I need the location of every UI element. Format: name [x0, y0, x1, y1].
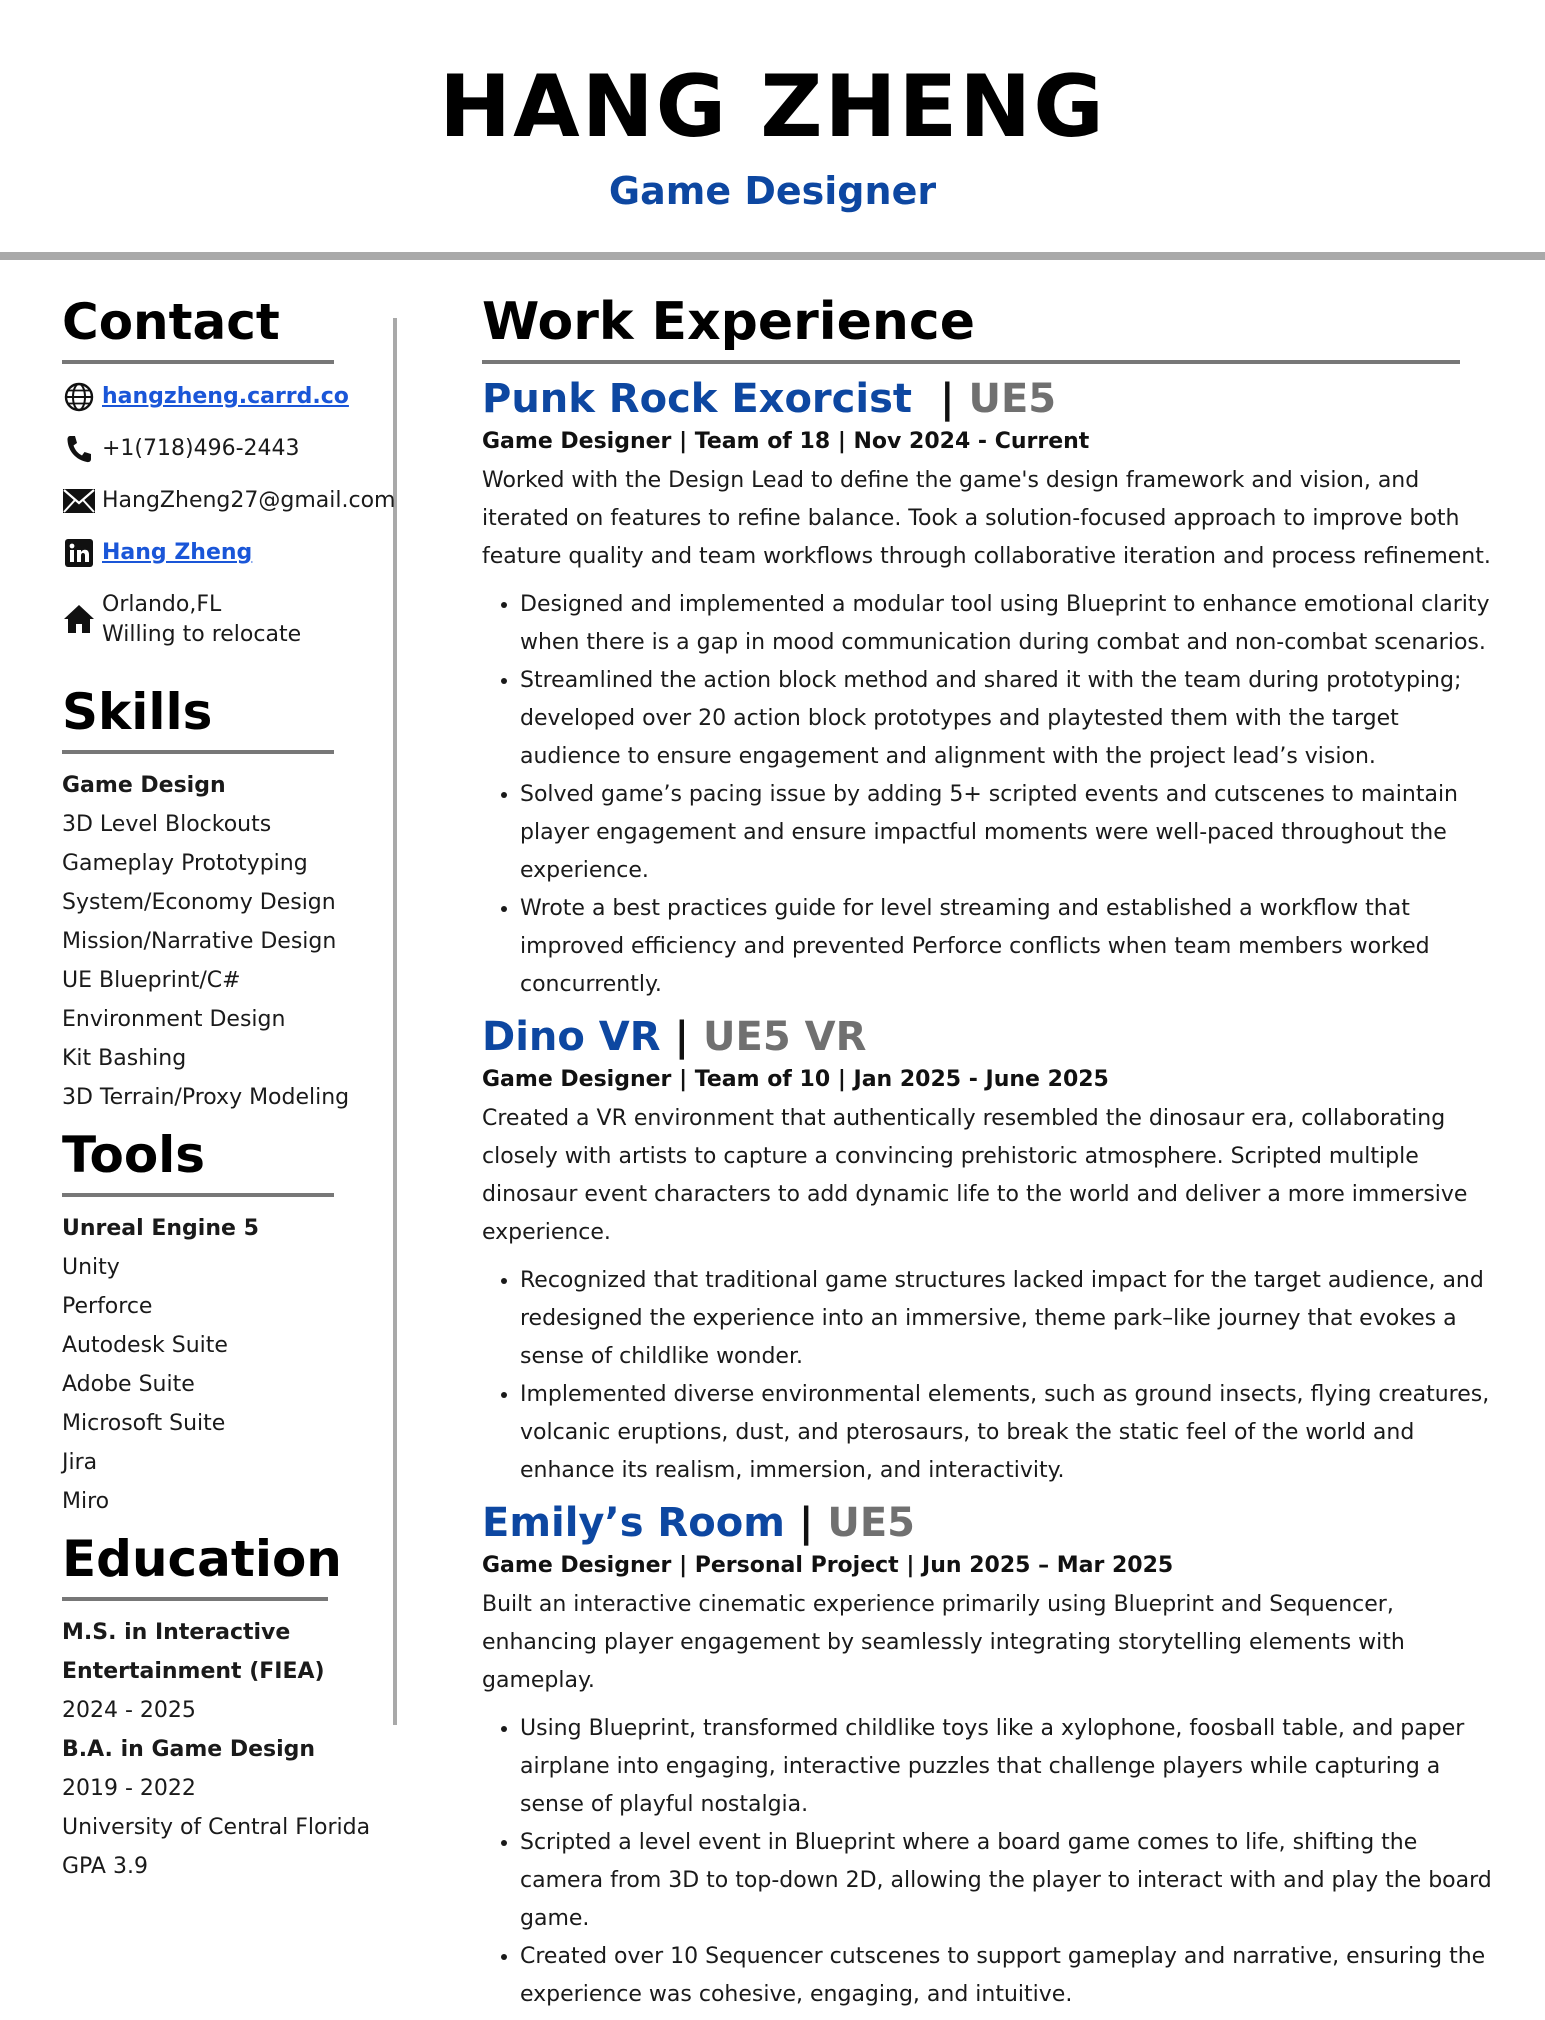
title-separator: | — [674, 1014, 690, 1060]
contact-email — [62, 486, 396, 516]
tool-item: Unity — [62, 1255, 120, 1280]
candidate-title: Game Designer — [608, 169, 937, 213]
resume-header — [0, 0, 1545, 262]
bullet-item: • Scripted a level event in Blueprint where a board game comes to life, shifting the camera from 3D to top-down 2D, allowing the player to interact with and play the board game. — [520, 1824, 1492, 1938]
education-heading: Education — [62, 1530, 342, 1588]
title-separator: | — [798, 1500, 814, 1546]
linkedin-link[interactable]: Hang Zheng — [102, 540, 253, 565]
bullet-item: • Created over 10 Sequencer cutscenes to support gameplay and narrative, ensuring the experience was cohesive, engaging, and intuitive. — [520, 1938, 1492, 2014]
education-item: M.S. in Interactive — [62, 1620, 291, 1645]
skill-item: 3D Terrain/Proxy Modeling — [62, 1085, 350, 1110]
tool-item: Perforce — [62, 1294, 153, 1319]
contact-heading: Contact — [62, 293, 280, 351]
title-separator: | — [939, 376, 955, 422]
contact-heading-rule — [62, 360, 334, 364]
job-bullets — [482, 586, 1492, 1004]
job-description: Worked with the Design Lead to define the game's design framework and vision, and iterated on features to refine balance. Took a solution-focused approach to improve both feature quality and team workflows through collaborative iteration and process refinement. — [482, 468, 1491, 569]
job-description: Created a VR environment that authentically resembled the dinosaur era, collaborating closely with artists to capture a convincing prehistoric atmosphere. Scripted multiple dinosaur event characters to add dynamic life to the world and deliver a more immersive experience. — [482, 1106, 1468, 1245]
tool-item: Miro — [62, 1489, 110, 1514]
tool-item: Jira — [62, 1450, 98, 1475]
education-item: 2024 - 2025 — [62, 1698, 196, 1723]
location-relocate: Willing to relocate — [102, 622, 302, 647]
location-city: Orlando,FL — [102, 592, 222, 617]
engine-label: UE5 — [827, 1500, 915, 1546]
job-description: Built an interactive cinematic experience primarily using Blueprint and Sequencer, enhancing player engagement by seamlessly integrating storytelling elements with gameplay. — [482, 1592, 1405, 1693]
job-entry — [482, 1010, 1492, 1490]
work-experience-section — [482, 290, 1492, 2020]
contact-website — [62, 382, 382, 412]
education-heading-rule — [62, 1597, 328, 1601]
skills-heading: Skills — [62, 683, 213, 741]
tools-section — [62, 1123, 382, 1521]
globe-icon — [62, 382, 96, 412]
skill-item: Environment Design — [62, 1007, 286, 1032]
job-title — [482, 372, 1492, 426]
candidate-name: HANG ZHENG — [439, 57, 1106, 157]
engine-label: UE5 VR — [703, 1014, 867, 1060]
job-title — [482, 1010, 1492, 1064]
skill-item: Game Design — [62, 773, 226, 798]
bullet-item: • Recognized that traditional game structures lacked impact for the target audience, and redesigned the experience into an immersive, theme park–like journey that evokes a sense of childlike wonder. — [520, 1262, 1492, 1376]
job-bullets — [482, 1262, 1492, 1490]
contact-location — [62, 590, 382, 650]
phone-icon — [62, 434, 96, 464]
bullet-item: • Wrote a best practices guide for level streaming and established a workflow that improved efficiency and prevented Perforce conflicts when team members worked concurrently. — [520, 890, 1492, 1004]
header-divider — [0, 252, 1545, 260]
job-entry — [482, 372, 1492, 1004]
email-address: HangZheng27@gmail.com — [102, 488, 396, 513]
education-item: 2019 - 2022 — [62, 1776, 196, 1801]
skills-heading-rule — [62, 750, 334, 754]
education-item: Entertainment (FIEA) — [62, 1659, 325, 1684]
bullet-item: • Solved game’s pacing issue by adding 5+ scripted events and cutscenes to maintain player engagement and ensure impactful moments were well-paced throughout the experience. — [520, 776, 1492, 890]
column-divider — [393, 318, 397, 1725]
job-entry — [482, 1496, 1492, 2014]
location-text — [102, 590, 301, 650]
job-bullets — [482, 1710, 1492, 2014]
tool-item: Microsoft Suite — [62, 1411, 226, 1436]
website-link[interactable]: hangzheng.carrd.co — [102, 384, 349, 409]
mail-icon — [62, 486, 96, 516]
job-meta: Game Designer | Team of 18 | Nov 2024 - Current — [482, 429, 1090, 454]
project-name: Dino VR — [482, 1014, 661, 1060]
bullet-item: • Streamlined the action block method and shared it with the team during prototyping; developed over 20 action block prototypes and playtested them with the target audience to ensure engagement and alignment with the project lead’s vision. — [520, 662, 1492, 776]
skill-item: 3D Level Blockouts — [62, 812, 272, 837]
skill-item: Gameplay Prototyping — [62, 851, 308, 876]
linkedin-icon — [62, 538, 96, 568]
skill-item: System/Economy Design — [62, 890, 336, 915]
tool-item: Unreal Engine 5 — [62, 1216, 259, 1241]
tool-item: Autodesk Suite — [62, 1333, 228, 1358]
home-icon — [62, 604, 96, 634]
phone-number: +1(718)496-2443 — [102, 436, 300, 461]
tools-heading: Tools — [62, 1126, 206, 1184]
job-meta: Game Designer | Personal Project | Jun 2025 – Mar 2025 — [482, 1553, 1174, 1578]
bullet-item: • Implemented diverse environmental elements, such as ground insects, flying creatures, volcanic eruptions, dust, and pterosaurs, to break the static feel of the world and enhance its realism, immersion, and interactivity. — [520, 1376, 1492, 1490]
skill-item: Kit Bashing — [62, 1046, 187, 1071]
job-title — [482, 1496, 1492, 1550]
education-item: University of Central Florida — [62, 1815, 371, 1840]
bullet-item: • Using Blueprint, transformed childlike toys like a xylophone, foosball table, and paper airplane into engaging, interactive puzzles that challenge players while capturing a sense of playful nostalgia. — [520, 1710, 1492, 1824]
skills-section — [62, 680, 382, 1117]
education-item: B.A. in Game Design — [62, 1737, 316, 1762]
project-name: Emily’s Room — [482, 1500, 785, 1546]
work-experience-heading: Work Experience — [482, 292, 975, 352]
contact-phone — [62, 434, 382, 464]
sidebar — [62, 290, 396, 1886]
project-name: Punk Rock Exorcist — [482, 376, 912, 422]
tools-heading-rule — [62, 1193, 334, 1197]
job-meta: Game Designer | Team of 10 | Jan 2025 - June 2025 — [482, 1067, 1109, 1092]
skill-item: UE Blueprint/C# — [62, 968, 241, 993]
education-section — [62, 1527, 382, 1886]
skill-item: Mission/Narrative Design — [62, 929, 337, 954]
tool-item: Adobe Suite — [62, 1372, 195, 1397]
contact-section — [62, 290, 396, 650]
work-heading-rule — [482, 360, 1460, 364]
bullet-item: • Designed and implemented a modular tool using Blueprint to enhance emotional clarity when there is a gap in mood communication during combat and non-combat scenarios. — [520, 586, 1492, 662]
education-item: GPA 3.9 — [62, 1854, 148, 1879]
contact-linkedin — [62, 538, 382, 568]
engine-label: UE5 — [968, 376, 1057, 422]
